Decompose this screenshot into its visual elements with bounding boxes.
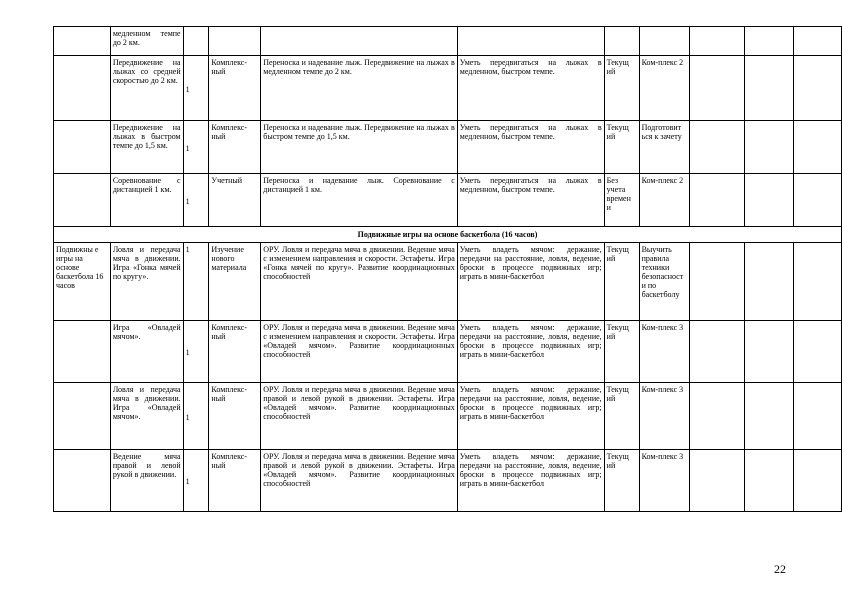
- table-cell: 1: [183, 121, 209, 174]
- table-cell: [744, 174, 793, 227]
- table-cell: 1: [183, 383, 209, 450]
- table-cell: Ведение мяча правой и левой рукой в движении.: [110, 450, 183, 512]
- table-cell: [457, 27, 604, 56]
- table-cell: [689, 383, 744, 450]
- table-cell: [794, 56, 842, 121]
- table-cell: [689, 450, 744, 512]
- table-cell: [604, 27, 639, 56]
- table-cell: [689, 321, 744, 383]
- table-cell: Текущ ий: [604, 450, 639, 512]
- table-cell: [54, 56, 111, 121]
- table-cell: Ком-плекс 3: [639, 383, 689, 450]
- table-cell: Комплекс-ный: [209, 450, 261, 512]
- page-number: 22: [774, 562, 786, 576]
- table-row: [54, 383, 842, 450]
- lesson-plan-table: [53, 26, 842, 512]
- table-cell: Уметь владеть мячом: держание, передачи на расстояние, ловля, ведение, броски в процессе подвижных игр; играть в мини-баскетбол: [457, 243, 604, 321]
- table-row: [54, 56, 842, 121]
- table-cell: [794, 121, 842, 174]
- table-cell: [54, 27, 111, 56]
- table-cell: Комплекс-ный: [209, 383, 261, 450]
- table-cell: [794, 27, 842, 56]
- table-cell: [54, 450, 111, 512]
- table-cell: Без учета времен и: [604, 174, 639, 227]
- table-cell: медленном темпе до 2 км.: [110, 27, 183, 56]
- table-cell: Соревнование с дистанцией 1 км.: [110, 174, 183, 227]
- table-cell: [744, 121, 793, 174]
- table-cell: Комплекс-ный: [209, 121, 261, 174]
- table-cell: [689, 243, 744, 321]
- table-cell: Переноска и надевание лыж. Передвижение на лыжах в быстром темпе до 1,5 км.: [261, 121, 457, 174]
- table-cell: [689, 56, 744, 121]
- table-cell: [794, 321, 842, 383]
- table-cell: Текущ ий: [604, 383, 639, 450]
- table-cell: 1: [183, 174, 209, 227]
- table-cell: [54, 121, 111, 174]
- table-cell: Комплекс-ный: [209, 56, 261, 121]
- table-cell: Подвижны е игры на основе баскетбола 16 часов: [54, 243, 111, 321]
- table-cell: Подготовит ься к зачету: [639, 121, 689, 174]
- table-cell: [744, 450, 793, 512]
- table-cell: [744, 383, 793, 450]
- table-cell: 1: [183, 243, 209, 321]
- table-cell: [794, 174, 842, 227]
- table-cell: Ком-плекс 3: [639, 321, 689, 383]
- table-cell: [54, 174, 111, 227]
- table-cell: Переноска и надевание лыж. Передвижение на лыжах в медленном темпе до 2 км.: [261, 56, 457, 121]
- table-cell: [744, 56, 793, 121]
- table-cell: ОРУ. Ловля и передача мяча в движении. Ведение мяча правой и левой рукой в движении. Эстафеты. Игра «Овладей мячом». Развитие координационных способностей: [261, 450, 457, 512]
- table-cell: Текущ ий: [604, 121, 639, 174]
- table-cell: Уметь владеть мячом: держание, передачи на расстояние, ловля, ведение, броски в процессе подвижных игр; играть в мини-баскетбол: [457, 321, 604, 383]
- table-cell: [794, 243, 842, 321]
- table-cell: Передвижение на лыжах в быстром темпе до 1,5 км.: [110, 121, 183, 174]
- table-row: [54, 450, 842, 512]
- table-row: [54, 27, 842, 56]
- table-cell: Текущ ий: [604, 56, 639, 121]
- table-cell: Ком-плекс 2: [639, 56, 689, 121]
- table-cell: Уметь владеть мячом: держание, передачи на расстояние, ловля, ведение, броски в процессе подвижных игр; играть в мини-баскетбол: [457, 383, 604, 450]
- table-cell: [54, 321, 111, 383]
- table-cell: Ловля и передача мяча в движении. Игра «Овладей мячом».: [110, 383, 183, 450]
- table-cell: Комплекс-ный: [209, 321, 261, 383]
- table-cell: Ком-плекс 2: [639, 174, 689, 227]
- table-cell: Ком-плекс 3: [639, 450, 689, 512]
- table-cell: Текущ ий: [604, 243, 639, 321]
- table-cell: [689, 174, 744, 227]
- table-cell: [689, 121, 744, 174]
- section-header-row: [54, 227, 842, 243]
- table-cell: [744, 27, 793, 56]
- table-cell: Выучить правила техники безопасност и по баскетболу: [639, 243, 689, 321]
- table-cell: Уметь передвигаться на лыжах в медленном, быстром темпе.: [457, 174, 604, 227]
- table-cell: [261, 27, 457, 56]
- table-cell: Уметь владеть мячом: держание, передачи на расстояние, ловля, ведение, броски в процессе подвижных игр; играть в мини-баскетбол: [457, 450, 604, 512]
- table-cell: [794, 383, 842, 450]
- table-cell: Ловля и передача мяча в движении. Игра «Гонка мячей по кругу».: [110, 243, 183, 321]
- table-cell: 1: [183, 56, 209, 121]
- table-cell: [639, 27, 689, 56]
- table-cell: Игра «Овладей мячом».: [110, 321, 183, 383]
- table-cell: 1: [183, 450, 209, 512]
- section-header: Подвижные игры на основе баскетбола (16 часов): [54, 227, 842, 243]
- table-row: [54, 243, 842, 321]
- table-row: [54, 174, 842, 227]
- table-cell: Текущ ий: [604, 321, 639, 383]
- table-cell: [689, 27, 744, 56]
- table-cell: 1: [183, 321, 209, 383]
- table-cell: Переноска и надевание лыж. Соревнование с дистанцией 1 км.: [261, 174, 457, 227]
- table-cell: [794, 450, 842, 512]
- table-cell: [183, 27, 209, 56]
- table-cell: Учетный: [209, 174, 261, 227]
- table-row: [54, 121, 842, 174]
- table-cell: Уметь передвигаться на лыжах в медленном, быстром темпе.: [457, 56, 604, 121]
- table-cell: Изучение нового материала: [209, 243, 261, 321]
- table-cell: ОРУ. Ловля и передача мяча в движении. Ведение мяча с изменением направления и скорости. Эстафеты. Игра «Овладей мячом». Развитие координационных способностей: [261, 321, 457, 383]
- table-cell: [744, 243, 793, 321]
- table-cell: [209, 27, 261, 56]
- table-cell: [54, 383, 111, 450]
- table-cell: Уметь передвигаться на лыжах в медленном, быстром темпе.: [457, 121, 604, 174]
- table-row: [54, 321, 842, 383]
- table-cell: [744, 321, 793, 383]
- table-cell: Передвижение на лыжах со средней скоростью до 2 км.: [110, 56, 183, 121]
- table-cell: ОРУ. Ловля и передача мяча в движении. Ведение мяча с изменением направления и скорости. Эстафеты. Игра «Гонка мячей по кругу». Развитие координационных способностей: [261, 243, 457, 321]
- table-cell: ОРУ. Ловля и передача мяча в движении. Ведение мяча правой и левой рукой в движении. Эстафеты. Игра «Овладей мячом». Развитие координационных способностей: [261, 383, 457, 450]
